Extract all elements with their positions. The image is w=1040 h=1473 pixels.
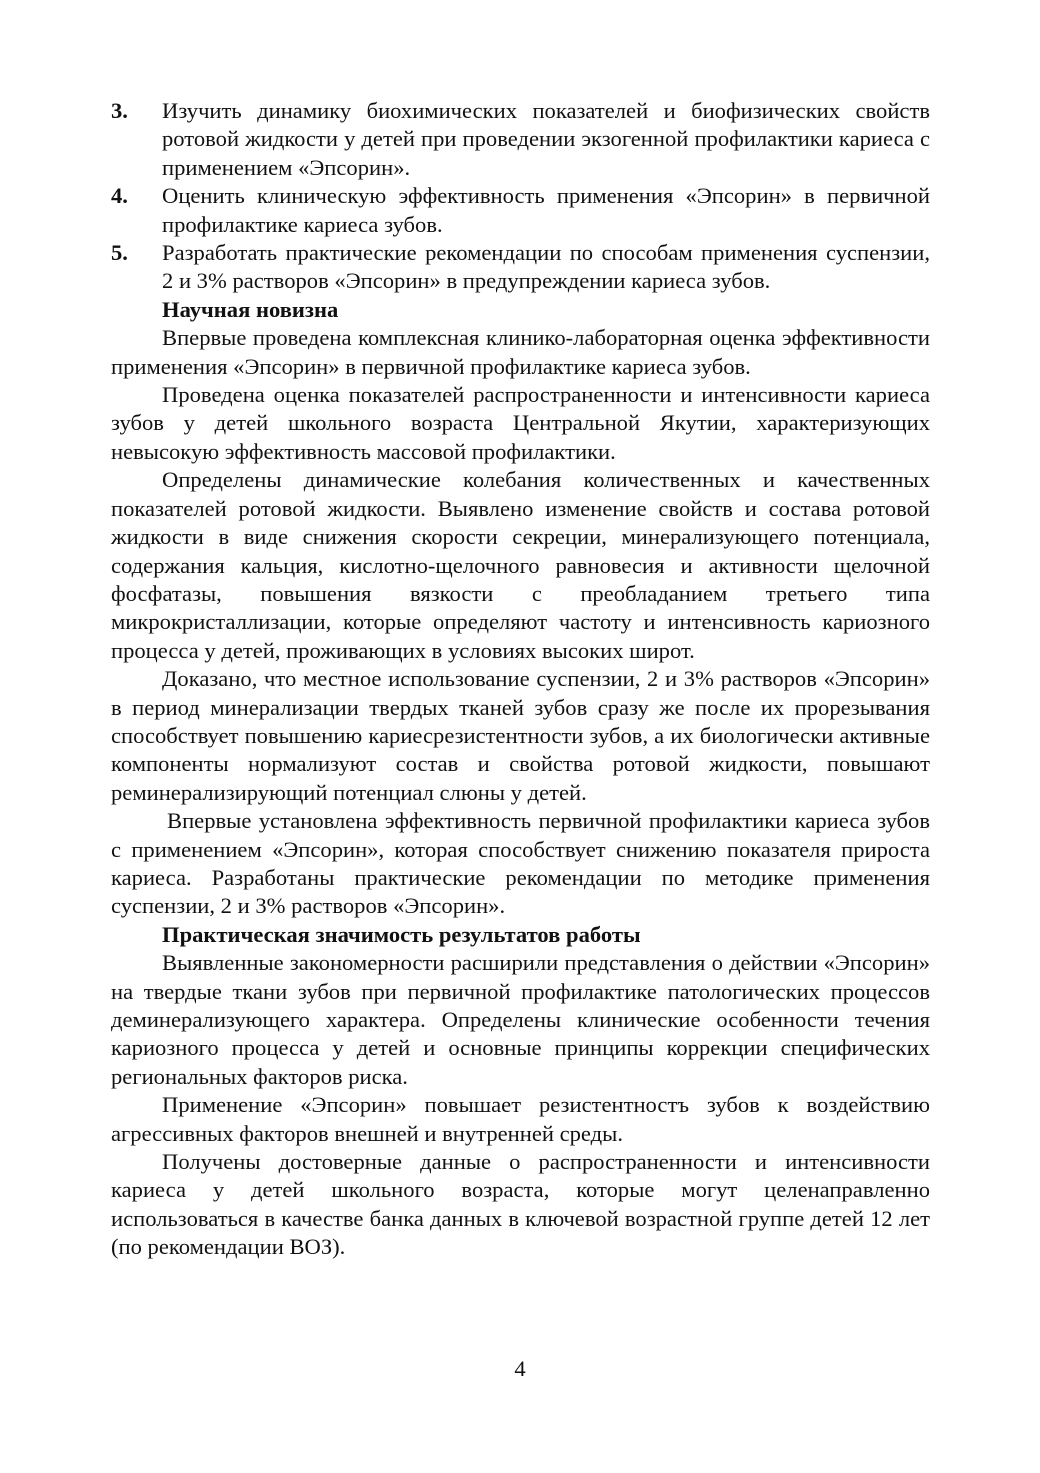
list-number: 3. xyxy=(111,98,128,123)
page-number: 4 xyxy=(514,1356,526,1381)
paragraph: Доказано, что местное использование суспензии, 2 и 3% растворов «Эпсорин» в период минерализации твердых тканей зубов сразу же после их прорезывания способствует повышению кариесрезистентности зубов, а их биологически активные компоненты нормализуют состав и свойства ротовой жидкости, повышают реминерализирующий потенциал слюны у детей. xyxy=(111,666,930,805)
list-text: Изучить динамику биохимических показателей и биофизических свойств ротовой жидкости у детей при проведении экзогенной профилактики кариеса с применением «Эпсорин». xyxy=(162,98,930,180)
list-text: Оценить клиническую эффективность применения «Эпсорин» в первичной профилактике кариеса зубов. xyxy=(162,183,930,237)
paragraph: Применение «Эпсорин» повышает резистентностъ зубов к воздействию агрессивных факторов внешней и внутренней среды. xyxy=(111,1092,930,1146)
paragraph: Определены динамические колебания количественных и качественных показателей ротовой жидкости. Выявлено изменение свойств и состава ротовой жидкости в виде снижения скорости секреции, минерализующего потенциала, содержания кальция, кислотно-щелочного равновесия и активности щелочной фосфатазы, повышения вязкости с преобладанием третьего типа микрокристаллизации, которые определяют частоту и интенсивность кариозного процесса у детей, проживающих в условиях высоких широт. xyxy=(111,467,930,663)
list-item xyxy=(111,239,930,296)
list-number: 5. xyxy=(111,240,128,266)
section-heading-novelty: Научная новизна xyxy=(162,296,339,322)
list-text: Разработать практические рекомендации по способам применения суспензии, 2 и 3% растворов «Эпсорин» в предупреждении кариеса зубов. xyxy=(162,240,930,294)
paragraph: Впервые установлена эффективность первичной профилактики кариеса зубов с применением «Эпсорин», которая способствует снижению показателя прироста кариеса. Разработаны практические рекомендации по методике применения суспензии, 2 и 3% растворов «Эпсорин». xyxy=(111,808,930,919)
list-item xyxy=(111,97,930,182)
paragraph: Получены достоверные данные о распространенности и интенсивности кариеса у детей школьного возраста, которые могут целенаправленно использоваться в качестве банка данных в ключевой возрастной группе детей 12 лет (по рекомендации ВОЗ). xyxy=(111,1149,930,1260)
paragraph: Впервые проведена комплексная клинико-лабораторная оценка эффективности применения «Эпсорин» в первичной профилактике кариеса зубов. xyxy=(111,325,930,379)
section-heading-practical: Практическая значимость результатов работы xyxy=(162,921,641,947)
list-number: 4. xyxy=(111,183,128,209)
list-item xyxy=(111,182,930,239)
paragraph: Выявленные закономерности расширили представления о действии «Эпсорин» на твердые ткани зубов при первичной профилактике патологических процессов деминерализующего характера. Определены клинические особенности течения кариозного процесса у детей и основные принципы коррекции специфических региональных факторов риска. xyxy=(111,950,930,1089)
paragraph: Проведена оценка показателей распространенности и интенсивности кариеса зубов у детей школьного возраста Центральной Якутии, характеризующих невысокую эффективность массовой профилактики. xyxy=(111,382,930,464)
document-page xyxy=(111,97,930,1262)
